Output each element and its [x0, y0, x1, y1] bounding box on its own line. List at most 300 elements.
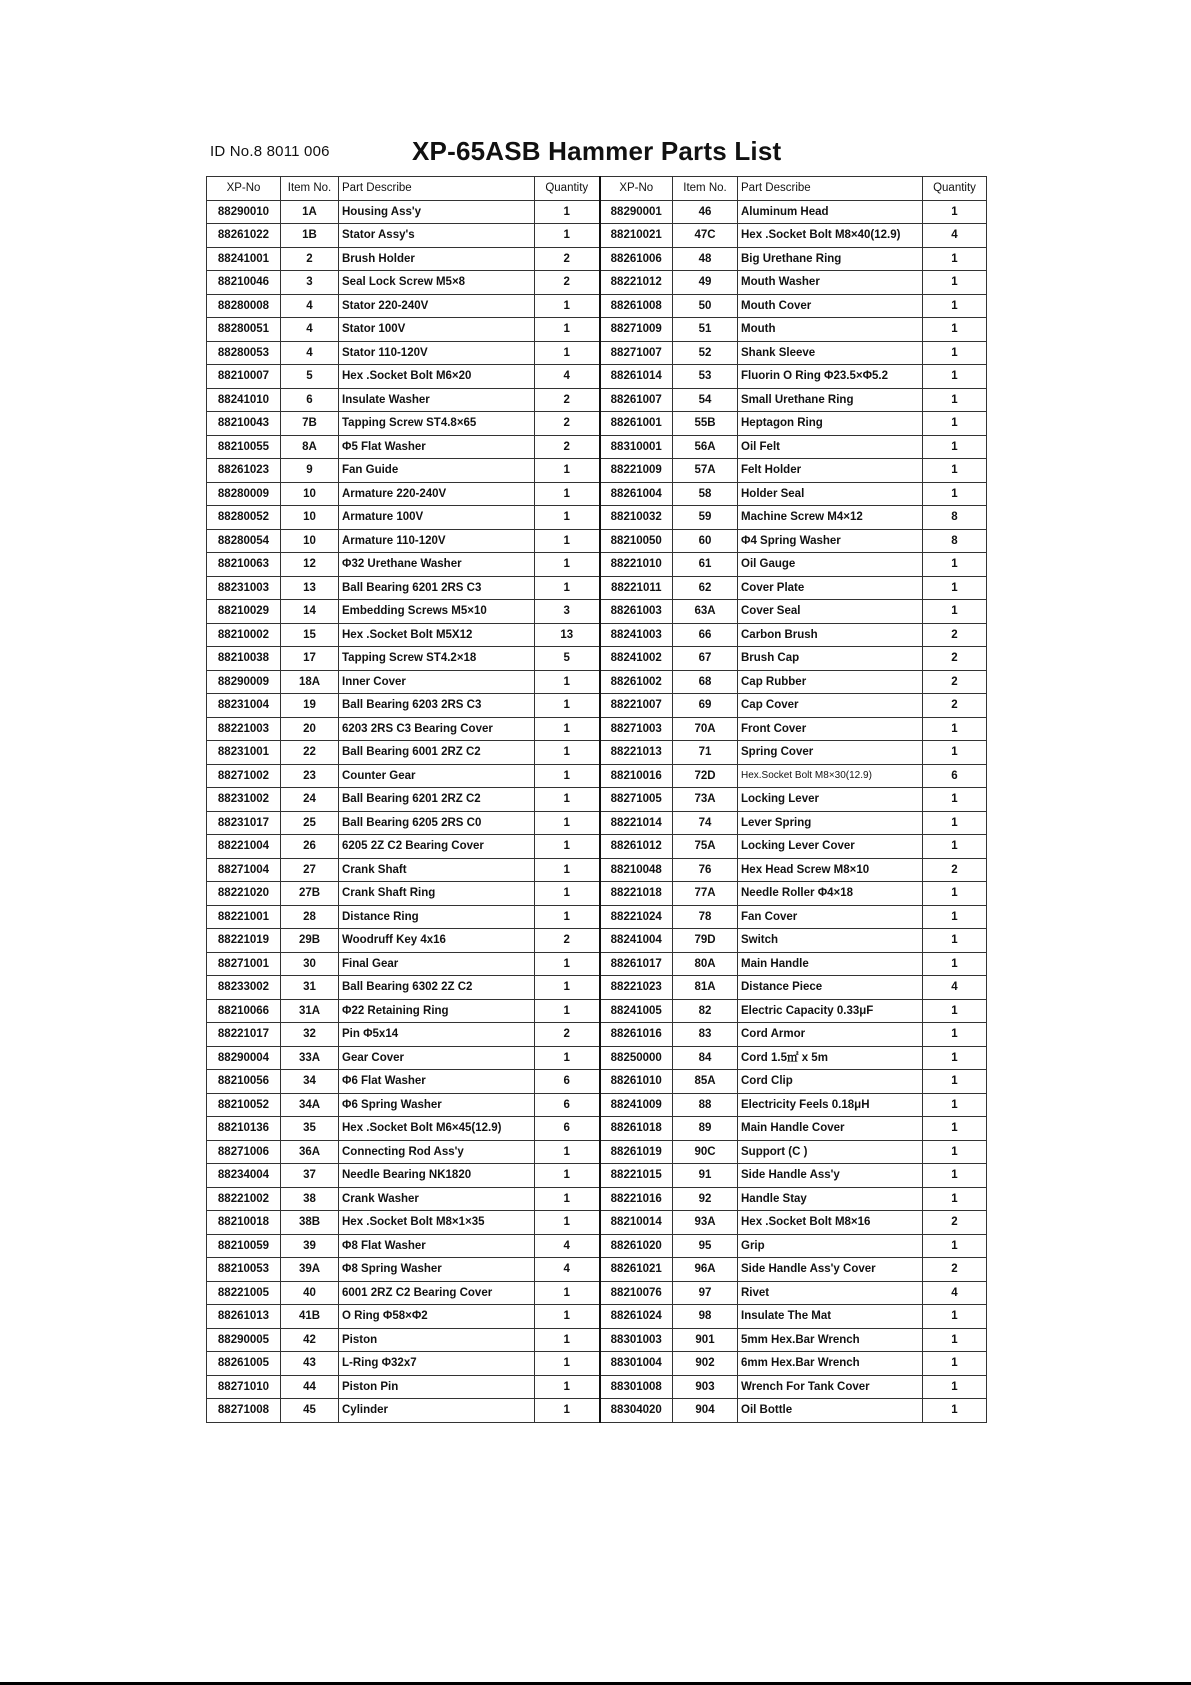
quantity-cell: 1 — [535, 764, 600, 788]
part-describe-cell: Φ8 Spring Washer — [339, 1258, 535, 1282]
xp-no-cell: 88221015 — [600, 1164, 673, 1188]
table-row — [207, 623, 987, 647]
xp-no-cell: 88301004 — [600, 1352, 673, 1376]
part-describe-cell: Hex .Socket Bolt M8×16 — [738, 1211, 923, 1235]
quantity-cell: 4 — [923, 976, 987, 1000]
item-no-cell: 26 — [281, 835, 339, 859]
xp-no-cell: 88210053 — [207, 1258, 281, 1282]
item-no-cell: 12 — [281, 553, 339, 577]
item-no-cell: 61 — [673, 553, 738, 577]
parts-table-body — [207, 200, 987, 1422]
part-describe-cell: Electric Capacity 0.33μF — [738, 999, 923, 1023]
quantity-cell: 1 — [923, 1399, 987, 1423]
xp-no-cell: 88210076 — [600, 1281, 673, 1305]
xp-no-cell: 88210050 — [600, 529, 673, 553]
quantity-cell: 1 — [535, 1046, 600, 1070]
part-describe-cell: Φ5 Flat Washer — [339, 435, 535, 459]
item-no-cell: 35 — [281, 1117, 339, 1141]
quantity-cell: 1 — [923, 1023, 987, 1047]
item-no-cell: 48 — [673, 247, 738, 271]
item-no-cell: 41B — [281, 1305, 339, 1329]
quantity-cell: 1 — [535, 1352, 600, 1376]
part-describe-cell: Machine Screw M4×12 — [738, 506, 923, 530]
xp-no-cell: 88271007 — [600, 341, 673, 365]
table-row — [207, 1328, 987, 1352]
item-no-cell: 8A — [281, 435, 339, 459]
xp-no-cell: 88210016 — [600, 764, 673, 788]
xp-no-cell: 88221023 — [600, 976, 673, 1000]
item-no-cell: 4 — [281, 341, 339, 365]
quantity-cell: 4 — [923, 224, 987, 248]
item-no-cell: 93A — [673, 1211, 738, 1235]
part-describe-cell: Final Gear — [339, 952, 535, 976]
quantity-cell: 4 — [535, 1258, 600, 1282]
xp-no-cell: 88271001 — [207, 952, 281, 976]
xp-no-cell: 88210046 — [207, 271, 281, 295]
column-header: XP-No — [600, 177, 673, 201]
part-describe-cell: Piston — [339, 1328, 535, 1352]
item-no-cell: 39A — [281, 1258, 339, 1282]
part-describe-cell: Spring Cover — [738, 741, 923, 765]
part-describe-cell: Embedding Screws M5×10 — [339, 600, 535, 624]
part-describe-cell: Cover Plate — [738, 576, 923, 600]
table-row — [207, 459, 987, 483]
item-no-cell: 37 — [281, 1164, 339, 1188]
item-no-cell: 43 — [281, 1352, 339, 1376]
quantity-cell: 1 — [535, 788, 600, 812]
xp-no-cell: 88221009 — [600, 459, 673, 483]
quantity-cell: 1 — [535, 1305, 600, 1329]
item-no-cell: 51 — [673, 318, 738, 342]
item-no-cell: 45 — [281, 1399, 339, 1423]
quantity-cell: 1 — [923, 435, 987, 459]
quantity-cell: 1 — [535, 999, 600, 1023]
column-header: XP-No — [207, 177, 281, 201]
xp-no-cell: 88241003 — [600, 623, 673, 647]
part-describe-cell: Housing Ass'y — [339, 200, 535, 224]
xp-no-cell: 88210002 — [207, 623, 281, 647]
part-describe-cell: Shank Sleeve — [738, 341, 923, 365]
table-row — [207, 1375, 987, 1399]
item-no-cell: 62 — [673, 576, 738, 600]
quantity-cell: 1 — [923, 905, 987, 929]
xp-no-cell: 88261007 — [600, 388, 673, 412]
item-no-cell: 36A — [281, 1140, 339, 1164]
xp-no-cell: 88210029 — [207, 600, 281, 624]
quantity-cell: 1 — [535, 224, 600, 248]
item-no-cell: 17 — [281, 647, 339, 671]
quantity-cell: 1 — [535, 294, 600, 318]
part-describe-cell: Brush Holder — [339, 247, 535, 271]
item-no-cell: 31 — [281, 976, 339, 1000]
xp-no-cell: 88241001 — [207, 247, 281, 271]
quantity-cell: 2 — [923, 1258, 987, 1282]
quantity-cell: 1 — [535, 952, 600, 976]
quantity-cell: 1 — [923, 576, 987, 600]
table-row — [207, 435, 987, 459]
item-no-cell: 71 — [673, 741, 738, 765]
table-row — [207, 482, 987, 506]
part-describe-cell: Cover Seal — [738, 600, 923, 624]
column-header: Item No. — [673, 177, 738, 201]
quantity-cell: 1 — [535, 858, 600, 882]
item-no-cell: 53 — [673, 365, 738, 389]
part-describe-cell: Electricity Feels 0.18μH — [738, 1093, 923, 1117]
xp-no-cell: 88250000 — [600, 1046, 673, 1070]
part-describe-cell: Crank Washer — [339, 1187, 535, 1211]
item-no-cell: 15 — [281, 623, 339, 647]
item-no-cell: 44 — [281, 1375, 339, 1399]
table-row — [207, 976, 987, 1000]
column-header: Quantity — [923, 177, 987, 201]
item-no-cell: 76 — [673, 858, 738, 882]
table-row — [207, 341, 987, 365]
item-no-cell: 904 — [673, 1399, 738, 1423]
quantity-cell: 1 — [535, 459, 600, 483]
item-no-cell: 69 — [673, 694, 738, 718]
part-describe-cell: Cord 1.5㎡ x 5m — [738, 1046, 923, 1070]
item-no-cell: 50 — [673, 294, 738, 318]
item-no-cell: 60 — [673, 529, 738, 553]
xp-no-cell: 88261008 — [600, 294, 673, 318]
item-no-cell: 10 — [281, 529, 339, 553]
part-describe-cell: Side Handle Ass'y — [738, 1164, 923, 1188]
part-describe-cell: Aluminum Head — [738, 200, 923, 224]
table-row — [207, 1140, 987, 1164]
quantity-cell: 2 — [535, 412, 600, 436]
item-no-cell: 97 — [673, 1281, 738, 1305]
table-row — [207, 741, 987, 765]
item-no-cell: 75A — [673, 835, 738, 859]
item-no-cell: 28 — [281, 905, 339, 929]
quantity-cell: 1 — [535, 670, 600, 694]
xp-no-cell: 88221016 — [600, 1187, 673, 1211]
quantity-cell: 1 — [535, 835, 600, 859]
part-describe-cell: Φ6 Flat Washer — [339, 1070, 535, 1094]
quantity-cell: 1 — [923, 294, 987, 318]
quantity-cell: 3 — [535, 600, 600, 624]
xp-no-cell: 88221007 — [600, 694, 673, 718]
part-describe-cell: Insulate Washer — [339, 388, 535, 412]
xp-no-cell: 88261024 — [600, 1305, 673, 1329]
quantity-cell: 1 — [923, 365, 987, 389]
item-no-cell: 83 — [673, 1023, 738, 1047]
table-row — [207, 365, 987, 389]
item-no-cell: 19 — [281, 694, 339, 718]
item-no-cell: 70A — [673, 717, 738, 741]
part-describe-cell: Locking Lever — [738, 788, 923, 812]
xp-no-cell: 88241010 — [207, 388, 281, 412]
table-row — [207, 1399, 987, 1423]
item-no-cell: 27 — [281, 858, 339, 882]
column-header: Quantity — [535, 177, 600, 201]
xp-no-cell: 88234004 — [207, 1164, 281, 1188]
item-no-cell: 5 — [281, 365, 339, 389]
quantity-cell: 6 — [535, 1093, 600, 1117]
item-no-cell: 22 — [281, 741, 339, 765]
table-row — [207, 1023, 987, 1047]
quantity-cell: 1 — [535, 882, 600, 906]
item-no-cell: 46 — [673, 200, 738, 224]
quantity-cell: 1 — [923, 929, 987, 953]
table-row — [207, 388, 987, 412]
quantity-cell: 1 — [923, 999, 987, 1023]
xp-no-cell: 88280052 — [207, 506, 281, 530]
part-describe-cell: Oil Bottle — [738, 1399, 923, 1423]
part-describe-cell: Armature 110-120V — [339, 529, 535, 553]
quantity-cell: 1 — [923, 1140, 987, 1164]
part-describe-cell: Armature 220-240V — [339, 482, 535, 506]
part-describe-cell: Seal Lock Screw M5×8 — [339, 271, 535, 295]
part-describe-cell: Stator 110-120V — [339, 341, 535, 365]
quantity-cell: 1 — [923, 1352, 987, 1376]
quantity-cell: 1 — [923, 318, 987, 342]
item-no-cell: 88 — [673, 1093, 738, 1117]
part-describe-cell: Heptagon Ring — [738, 412, 923, 436]
table-row — [207, 529, 987, 553]
quantity-cell: 5 — [535, 647, 600, 671]
part-describe-cell: Support (C ) — [738, 1140, 923, 1164]
item-no-cell: 7B — [281, 412, 339, 436]
xp-no-cell: 88221013 — [600, 741, 673, 765]
part-describe-cell: 6203 2RS C3 Bearing Cover — [339, 717, 535, 741]
table-row — [207, 506, 987, 530]
table-row — [207, 1093, 987, 1117]
item-no-cell: 67 — [673, 647, 738, 671]
xp-no-cell: 88210136 — [207, 1117, 281, 1141]
item-no-cell: 91 — [673, 1164, 738, 1188]
item-no-cell: 901 — [673, 1328, 738, 1352]
item-no-cell: 10 — [281, 506, 339, 530]
quantity-cell: 13 — [535, 623, 600, 647]
item-no-cell: 34A — [281, 1093, 339, 1117]
xp-no-cell: 88290010 — [207, 200, 281, 224]
item-no-cell: 13 — [281, 576, 339, 600]
part-describe-cell: Stator 100V — [339, 318, 535, 342]
part-describe-cell: Ball Bearing 6302 2Z C2 — [339, 976, 535, 1000]
part-describe-cell: Hex.Socket Bolt M8×30(12.9) — [738, 764, 923, 788]
item-no-cell: 9 — [281, 459, 339, 483]
quantity-cell: 8 — [923, 529, 987, 553]
item-no-cell: 2 — [281, 247, 339, 271]
xp-no-cell: 88261018 — [600, 1117, 673, 1141]
table-row — [207, 1070, 987, 1094]
quantity-cell: 1 — [923, 388, 987, 412]
table-row — [207, 271, 987, 295]
xp-no-cell: 88261022 — [207, 224, 281, 248]
xp-no-cell: 88261014 — [600, 365, 673, 389]
table-row — [207, 717, 987, 741]
table-row — [207, 764, 987, 788]
part-describe-cell: Switch — [738, 929, 923, 953]
part-describe-cell: Piston Pin — [339, 1375, 535, 1399]
item-no-cell: 72D — [673, 764, 738, 788]
quantity-cell: 1 — [535, 506, 600, 530]
xp-no-cell: 88261021 — [600, 1258, 673, 1282]
xp-no-cell: 88304020 — [600, 1399, 673, 1423]
quantity-cell: 1 — [923, 200, 987, 224]
item-no-cell: 902 — [673, 1352, 738, 1376]
quantity-cell: 1 — [535, 741, 600, 765]
item-no-cell: 18A — [281, 670, 339, 694]
quantity-cell: 2 — [535, 271, 600, 295]
quantity-cell: 2 — [535, 1023, 600, 1047]
quantity-cell: 1 — [535, 1328, 600, 1352]
xp-no-cell: 88231004 — [207, 694, 281, 718]
table-row — [207, 318, 987, 342]
part-describe-cell: Woodruff Key 4x16 — [339, 929, 535, 953]
item-no-cell: 1A — [281, 200, 339, 224]
item-no-cell: 89 — [673, 1117, 738, 1141]
part-describe-cell: Mouth Cover — [738, 294, 923, 318]
item-no-cell: 903 — [673, 1375, 738, 1399]
xp-no-cell: 88221010 — [600, 553, 673, 577]
part-describe-cell: Cylinder — [339, 1399, 535, 1423]
item-no-cell: 58 — [673, 482, 738, 506]
xp-no-cell: 88210048 — [600, 858, 673, 882]
xp-no-cell: 88290001 — [600, 200, 673, 224]
xp-no-cell: 88233002 — [207, 976, 281, 1000]
quantity-cell: 1 — [923, 811, 987, 835]
table-row — [207, 694, 987, 718]
table-row — [207, 858, 987, 882]
quantity-cell: 1 — [535, 1375, 600, 1399]
xp-no-cell: 88301008 — [600, 1375, 673, 1399]
table-header-row — [207, 177, 987, 201]
part-describe-cell: Insulate The Mat — [738, 1305, 923, 1329]
item-no-cell: 38 — [281, 1187, 339, 1211]
item-no-cell: 3 — [281, 271, 339, 295]
xp-no-cell: 88210007 — [207, 365, 281, 389]
quantity-cell: 1 — [923, 882, 987, 906]
part-describe-cell: Tapping Screw ST4.2×18 — [339, 647, 535, 671]
quantity-cell: 6 — [535, 1117, 600, 1141]
part-describe-cell: Hex .Socket Bolt M8×1×35 — [339, 1211, 535, 1235]
column-header: Item No. — [281, 177, 339, 201]
quantity-cell: 1 — [923, 1187, 987, 1211]
xp-no-cell: 88261016 — [600, 1023, 673, 1047]
xp-no-cell: 88261003 — [600, 600, 673, 624]
item-no-cell: 55B — [673, 412, 738, 436]
quantity-cell: 1 — [535, 529, 600, 553]
part-describe-cell: Lever Spring — [738, 811, 923, 835]
part-describe-cell: Φ4 Spring Washer — [738, 529, 923, 553]
item-no-cell: 29B — [281, 929, 339, 953]
part-describe-cell: Side Handle Ass'y Cover — [738, 1258, 923, 1282]
part-describe-cell: Needle Bearing NK1820 — [339, 1164, 535, 1188]
quantity-cell: 1 — [923, 952, 987, 976]
item-no-cell: 38B — [281, 1211, 339, 1235]
table-row — [207, 1187, 987, 1211]
quantity-cell: 1 — [535, 1187, 600, 1211]
quantity-cell: 1 — [923, 1093, 987, 1117]
table-row — [207, 224, 987, 248]
xp-no-cell: 88221020 — [207, 882, 281, 906]
part-describe-cell: Inner Cover — [339, 670, 535, 694]
part-describe-cell: Rivet — [738, 1281, 923, 1305]
item-no-cell: 74 — [673, 811, 738, 835]
item-no-cell: 54 — [673, 388, 738, 412]
quantity-cell: 2 — [535, 247, 600, 271]
part-describe-cell: Φ32 Urethane Washer — [339, 553, 535, 577]
quantity-cell: 1 — [535, 1281, 600, 1305]
quantity-cell: 1 — [923, 1375, 987, 1399]
xp-no-cell: 88261020 — [600, 1234, 673, 1258]
part-describe-cell: Fan Guide — [339, 459, 535, 483]
quantity-cell: 2 — [535, 435, 600, 459]
table-row — [207, 1281, 987, 1305]
part-describe-cell: Locking Lever Cover — [738, 835, 923, 859]
quantity-cell: 1 — [535, 341, 600, 365]
xp-no-cell: 88210021 — [600, 224, 673, 248]
xp-no-cell: 88210014 — [600, 1211, 673, 1235]
xp-no-cell: 88261019 — [600, 1140, 673, 1164]
part-describe-cell: Stator Assy's — [339, 224, 535, 248]
xp-no-cell: 88221024 — [600, 905, 673, 929]
xp-no-cell: 88290004 — [207, 1046, 281, 1070]
xp-no-cell: 88261005 — [207, 1352, 281, 1376]
parts-table — [206, 176, 987, 1423]
part-describe-cell: Ball Bearing 6201 2RZ C2 — [339, 788, 535, 812]
quantity-cell: 1 — [923, 600, 987, 624]
item-no-cell: 79D — [673, 929, 738, 953]
item-no-cell: 77A — [673, 882, 738, 906]
part-describe-cell: Mouth Washer — [738, 271, 923, 295]
xp-no-cell: 88280053 — [207, 341, 281, 365]
quantity-cell: 1 — [923, 1164, 987, 1188]
item-no-cell: 33A — [281, 1046, 339, 1070]
part-describe-cell: Fluorin O Ring Φ23.5×Φ5.2 — [738, 365, 923, 389]
part-describe-cell: Wrench For Tank Cover — [738, 1375, 923, 1399]
part-describe-cell: Ball Bearing 6205 2RS C0 — [339, 811, 535, 835]
quantity-cell: 1 — [535, 1140, 600, 1164]
quantity-cell: 1 — [923, 247, 987, 271]
xp-no-cell: 88221018 — [600, 882, 673, 906]
table-row — [207, 647, 987, 671]
item-no-cell: 95 — [673, 1234, 738, 1258]
quantity-cell: 2 — [923, 694, 987, 718]
xp-no-cell: 88261013 — [207, 1305, 281, 1329]
xp-no-cell: 88210043 — [207, 412, 281, 436]
quantity-cell: 1 — [923, 1070, 987, 1094]
item-no-cell: 66 — [673, 623, 738, 647]
xp-no-cell: 88210052 — [207, 1093, 281, 1117]
column-header: Part Describe — [738, 177, 923, 201]
quantity-cell: 1 — [923, 482, 987, 506]
item-no-cell: 4 — [281, 294, 339, 318]
part-describe-cell: Oil Felt — [738, 435, 923, 459]
quantity-cell: 4 — [535, 1234, 600, 1258]
xp-no-cell: 88290005 — [207, 1328, 281, 1352]
item-no-cell: 6 — [281, 388, 339, 412]
xp-no-cell: 88261017 — [600, 952, 673, 976]
part-describe-cell: Felt Holder — [738, 459, 923, 483]
item-no-cell: 68 — [673, 670, 738, 694]
part-describe-cell: Front Cover — [738, 717, 923, 741]
item-no-cell: 80A — [673, 952, 738, 976]
xp-no-cell: 88210059 — [207, 1234, 281, 1258]
xp-no-cell: 88231002 — [207, 788, 281, 812]
quantity-cell: 4 — [923, 1281, 987, 1305]
quantity-cell: 6 — [923, 764, 987, 788]
xp-no-cell: 88210056 — [207, 1070, 281, 1094]
xp-no-cell: 88271008 — [207, 1399, 281, 1423]
item-no-cell: 82 — [673, 999, 738, 1023]
part-describe-cell: Main Handle Cover — [738, 1117, 923, 1141]
item-no-cell: 59 — [673, 506, 738, 530]
item-no-cell: 30 — [281, 952, 339, 976]
table-row — [207, 1164, 987, 1188]
